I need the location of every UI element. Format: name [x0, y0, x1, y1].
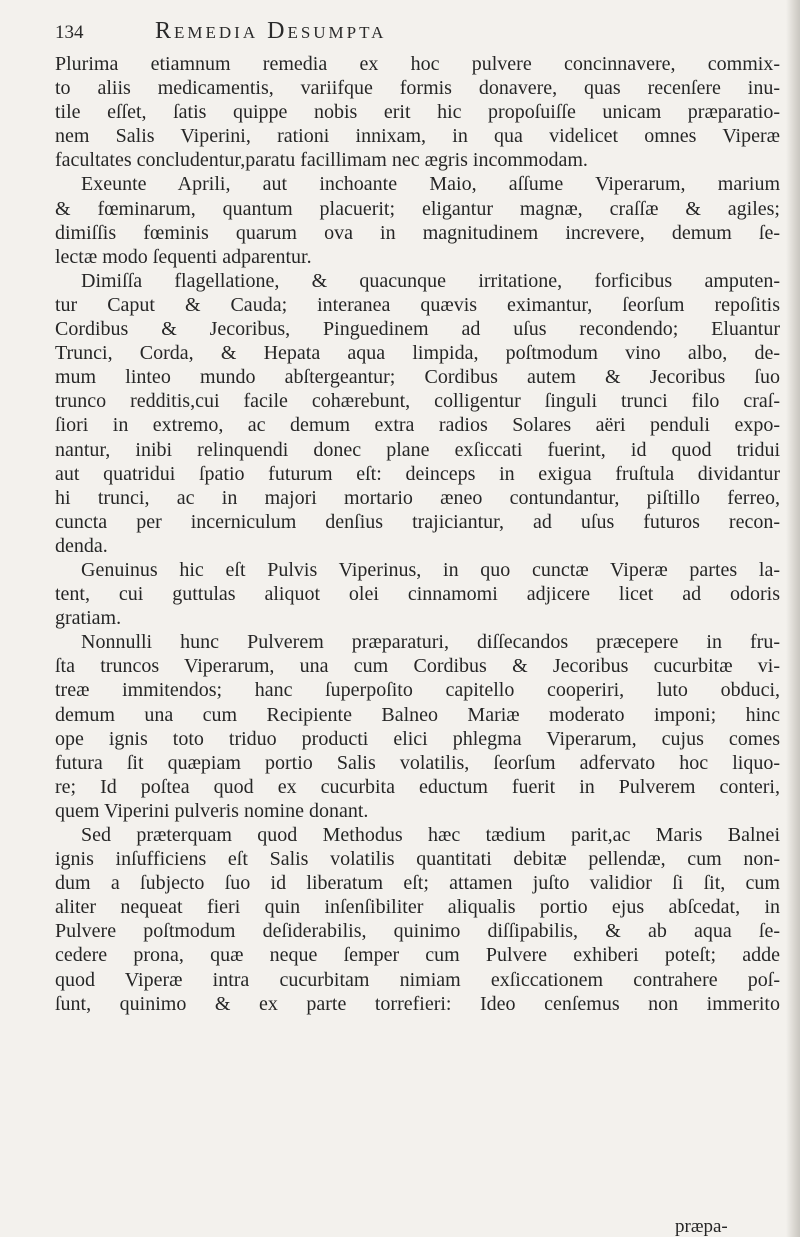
text-line: Plurima etiamnum remedia ex hoc pulvere concinnavere, commix- — [55, 53, 780, 75]
text-line: facultates concludentur,paratu facillimam nec ægris incommodam. — [55, 149, 588, 172]
text-line: futura ſit quæpiam portio Salis volatilis, ſeorſum adfervato hoc liquo- — [55, 751, 780, 774]
text-line: aliter nequeat fieri quin inſenſibiliter aliqualis portio ejus abſcedat, in — [55, 896, 780, 919]
text-line: dum a ſubjecto ſuo id liberatum eſt; attamen juſto validior ſi ſit, cum — [55, 872, 780, 895]
text-line: cuncta per incerniculum denſius trajiciantur, ad uſus futuros recon- — [55, 510, 780, 533]
text-line: quem Viperini pulveris nomine donant. — [55, 799, 369, 822]
text-line: tent, cui guttulas aliquot olei cinnamomi adjicere licet ad odoris — [55, 583, 780, 606]
text-line: lectæ modo ſequenti adparentur. — [55, 245, 312, 268]
text-line: gratiam. — [55, 607, 122, 630]
page-edge-shadow — [786, 0, 800, 1237]
text-line: Exeunte Aprili, aut inchoante Maio, aſſume Viperarum, marium — [81, 173, 780, 196]
text-line: dimiſſis fœminis quarum ova in magnitudinem increvere, demum ſe- — [55, 221, 780, 244]
text-line: cedere prona, quæ neque ſemper cum Pulvere exhiberi poteſt; adde — [55, 944, 780, 967]
page-number: 134 — [55, 22, 84, 43]
running-title: Remedia Desumpta — [155, 18, 387, 44]
text-line: Trunci, Corda, & Hepata aqua limpida, poſtmodum vino albo, de- — [55, 342, 780, 365]
text-line: aut quatridui ſpatio futurum eſt: deinceps in exigua fruſtula dividantur — [55, 462, 780, 485]
text-line: re; Id poſtea quod ex cucurbita eductum fuerit in Pulverem conteri, — [55, 775, 780, 798]
text-line: ope ignis toto triduo producti elici phlegma Viperarum, cujus comes — [55, 727, 780, 750]
text-line: ſunt, quinimo & ex parte torrefieri: Ideo cenſemus non immerito — [55, 992, 780, 1015]
text-line: Genuinus hic eſt Pulvis Viperinus, in quo cunctæ Viperæ partes la- — [81, 558, 780, 581]
text-line: & fœminarum, quantum placuerit; eligantur magnæ, craſſæ & agiles; — [55, 197, 780, 220]
text-line: Pulvere poſtmodum deſiderabilis, quinimo diſſipabilis, & ab aqua ſe- — [55, 920, 780, 943]
text-line: Dimiſſa flagellatione, & quacunque irritatione, forficibus amputen- — [81, 269, 780, 292]
text-line: demum una cum Recipiente Balneo Mariæ moderato imponi; hinc — [55, 703, 780, 726]
text-line: tile eſſet, ſatis quippe nobis erit hic propoſuiſſe unicam præparatio- — [55, 101, 780, 124]
body-text — [55, 52, 780, 1016]
text-line: mum linteo mundo abſtergeantur; Cordibus autem & Jecoribus ſuo — [55, 366, 780, 389]
text-line: ignis inſufficiens eſt Salis volatilis quantitati debitæ pellendæ, cum non- — [55, 848, 780, 871]
text-line: Sed præterquam quod Methodus hæc tædium parit,ac Maris Balnei — [81, 824, 780, 846]
text-line: treæ immitendos; hanc ſuperpoſito capitello cooperiri, luto obduci, — [55, 679, 780, 702]
text-line: tur Caput & Cauda; interanea quævis eximantur, ſeorſum repoſitis — [55, 293, 780, 316]
text-line: ſiori in extremo, ac demum extra radios Solares aëri penduli expo- — [55, 414, 780, 437]
text-line: Cordibus & Jecoribus, Pinguedinem ad uſus recondendo; Eluantur — [55, 318, 780, 341]
text-line: nantur, inibi relinquendi donec plane exſiccati fuerint, id quod tridui — [55, 438, 780, 461]
text-line: denda. — [55, 534, 108, 557]
text-line: to aliis medicamentis, variifque formis donavere, quas recenſere inu- — [55, 77, 780, 100]
text-line: quod Viperæ intra cucurbitam nimiam exſiccationem contrahere poſ- — [55, 968, 780, 991]
text-line: nem Salis Viperini, rationi innixam, in qua videlicet omnes Viperæ — [55, 125, 780, 148]
catchword: præpa- — [675, 1216, 728, 1237]
text-line: ſta truncos Viperarum, una cum Cordibus & Jecoribus cucurbitæ vi- — [55, 655, 780, 678]
running-head — [55, 18, 755, 48]
text-line: hi trunci, ac in majori mortario æneo contundantur, piſtillo ferreo, — [55, 486, 780, 509]
text-line: Nonnulli hunc Pulverem præparaturi, diſſecandos præcepere in fru- — [81, 631, 780, 654]
text-line: trunco redditis,cui facile cohærebunt, colligentur ſinguli trunci filo craſ- — [55, 390, 780, 413]
